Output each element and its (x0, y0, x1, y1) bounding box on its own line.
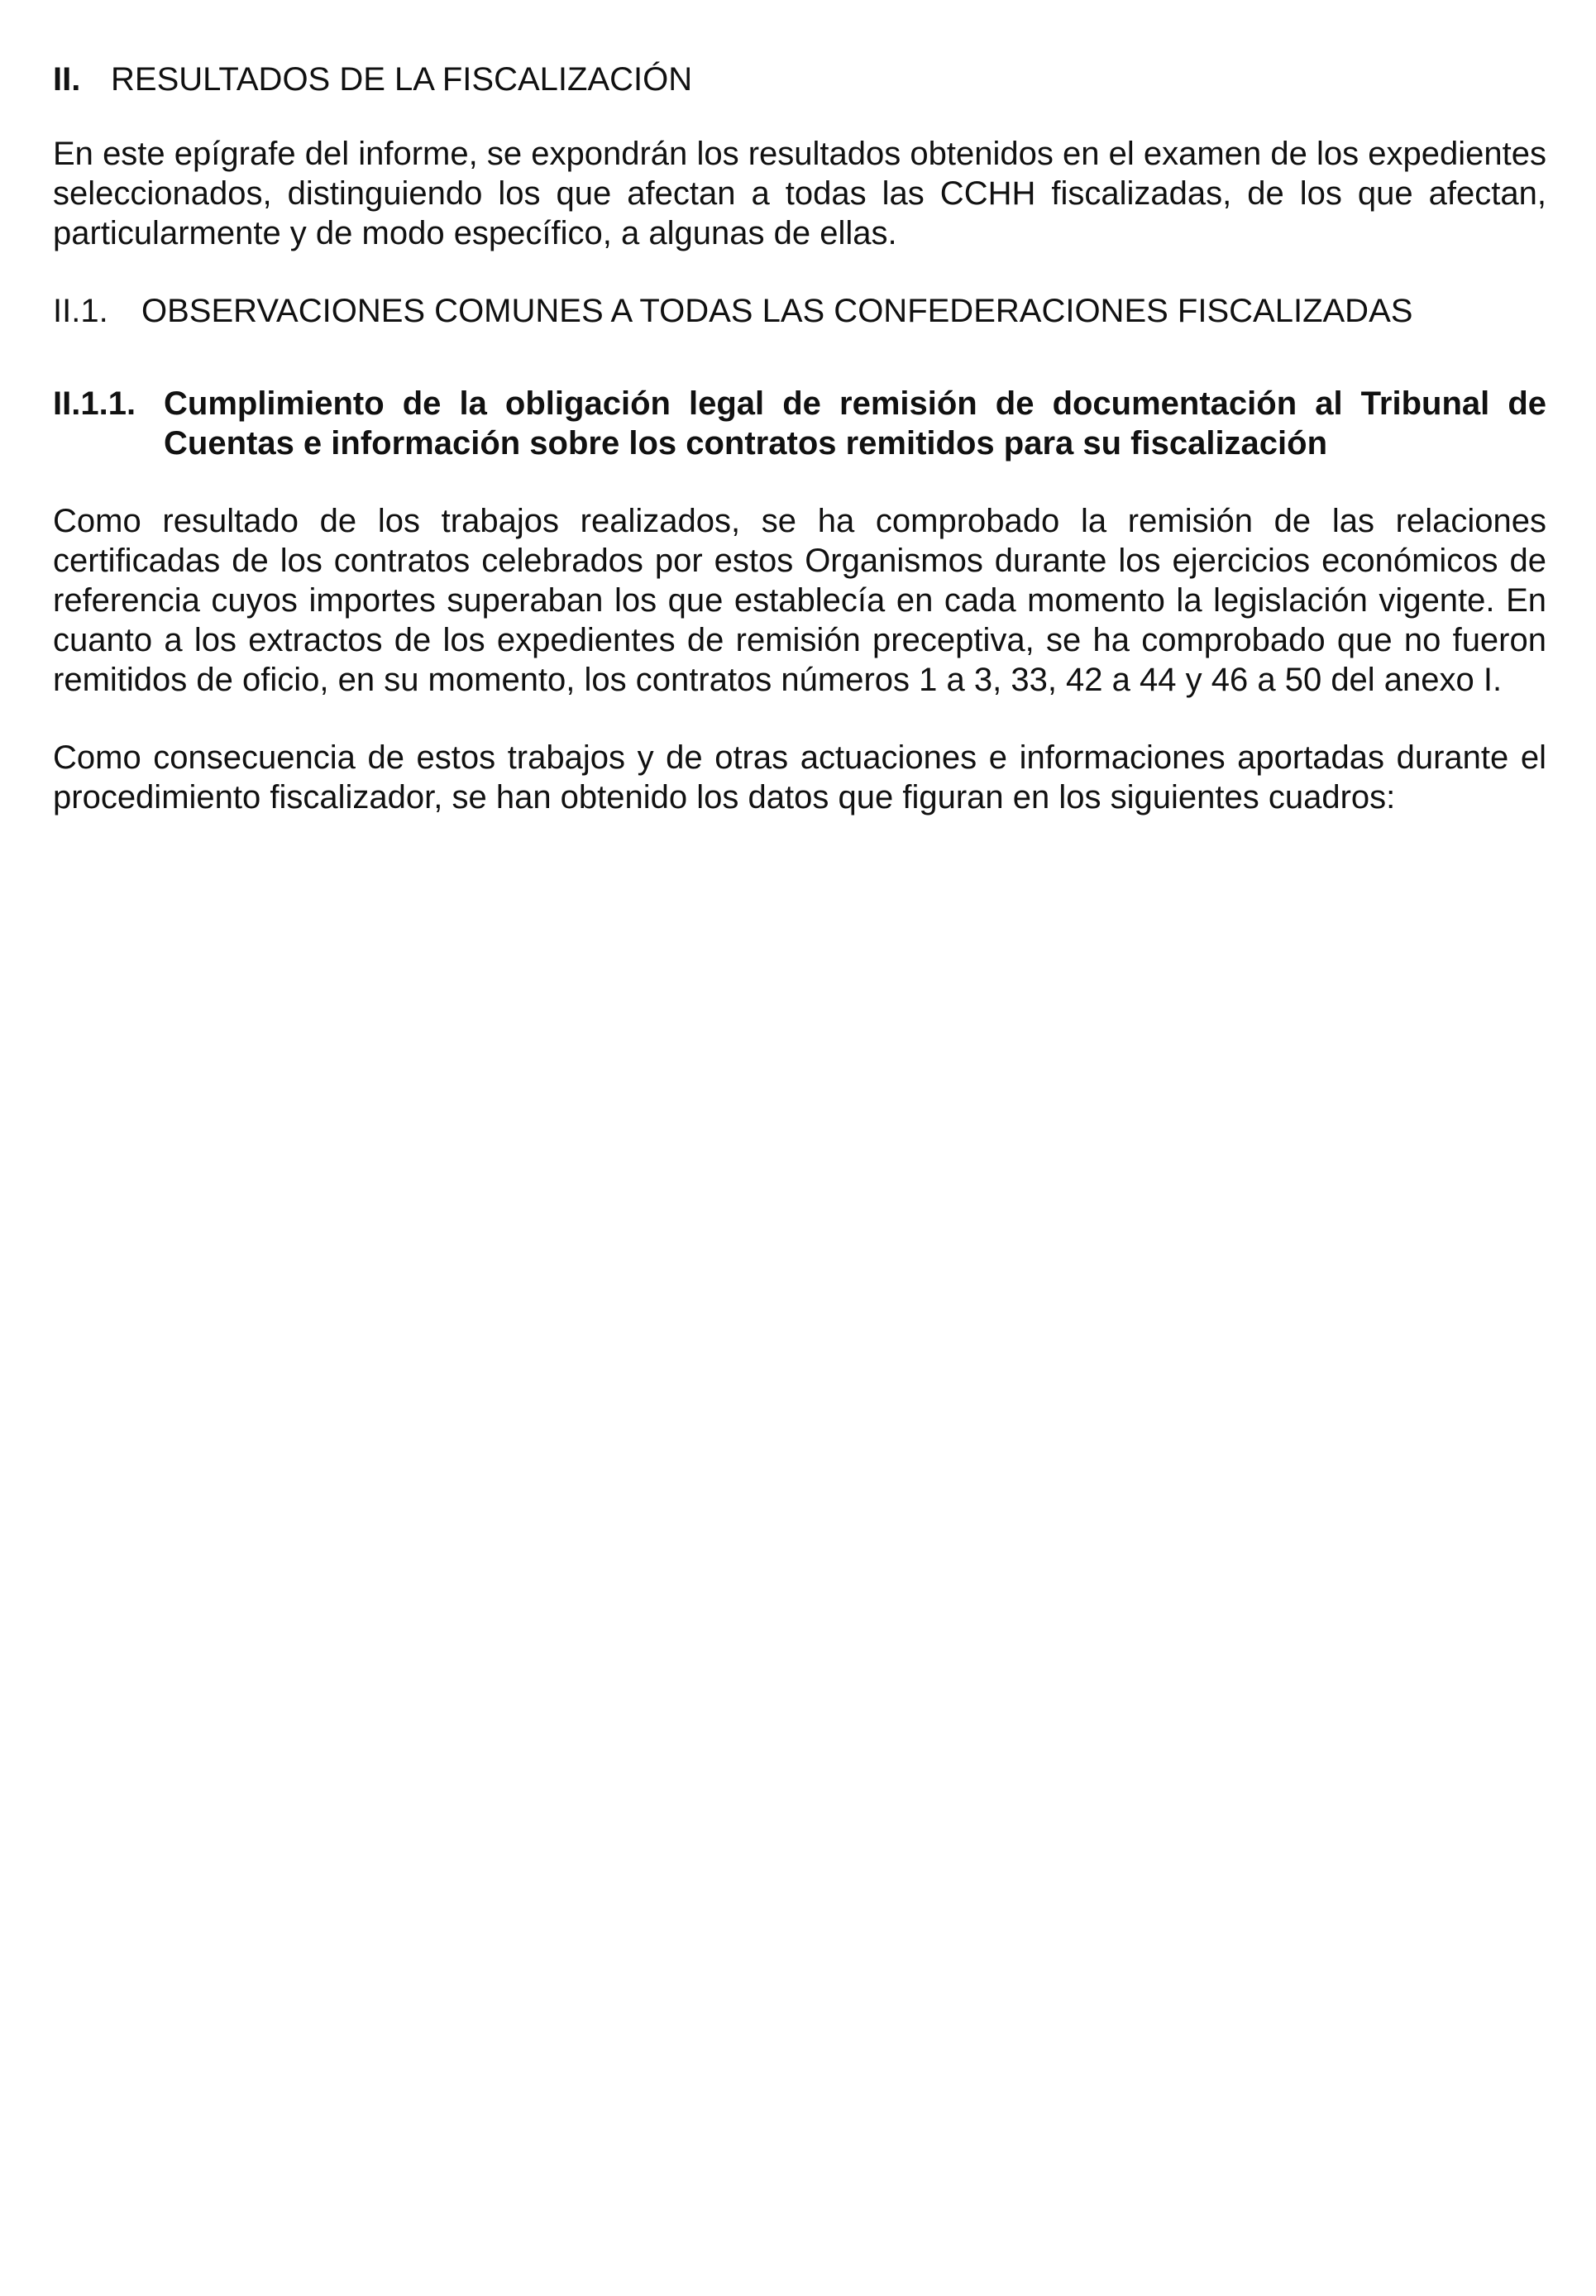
document-page (53, 58, 1546, 817)
subsubsection-title-line1: Cumplimiento de la obligación legal de remisión de documentación al Tribunal de (164, 385, 1546, 422)
subsection-heading (53, 289, 1546, 332)
paragraph-2: Como consecuencia de estos trabajos y de otras actuaciones e informaciones aportadas durante el procedimiento fiscalizador, se han obtenido los datos que figuran en los siguientes cuadros: (53, 739, 1546, 816)
intro-paragraph: En este epígrafe del informe, se expondrán los resultados obtenidos en el examen de los expedientes seleccionados, distinguiendo los que afectan a todas las CCHH fiscalizadas, de los que afectan, particularmente y de modo específico, a algunas de ellas. (53, 136, 1546, 251)
subsubsection-title (164, 384, 1546, 463)
subsection-title: OBSERVACIONES COMUNES A TODAS LAS CONFEDERACIONES FISCALIZADAS (141, 293, 1413, 329)
section-heading (53, 58, 1546, 101)
subsubsection-number: II.1.1. (53, 385, 136, 422)
subsection-number: II.1. (53, 293, 108, 329)
section-title: RESULTADOS DE LA FISCALIZACIÓN (111, 61, 693, 98)
section-number: II. (53, 61, 81, 98)
subsubsection-title-line2: Cuentas e información sobre los contratos remitidos para su fiscalización (164, 425, 1328, 462)
subsubsection-heading (53, 384, 1546, 463)
paragraph-1: Como resultado de los trabajos realizados, se ha comprobado la remisión de las relaciones certificadas de los contratos celebrados por estos Organismos durante los ejercicios económicos de referencia cuyos importes superaban los que establecía en cada momento la legislación vigente. En cuanto a los extractos de los expedientes de remisión preceptiva, se ha comprobado que no fueron remitidos de oficio, en su momento, los contratos números 1 a 3, 33, 42 a 44 y 46 a 50 del anexo I. (53, 503, 1546, 698)
